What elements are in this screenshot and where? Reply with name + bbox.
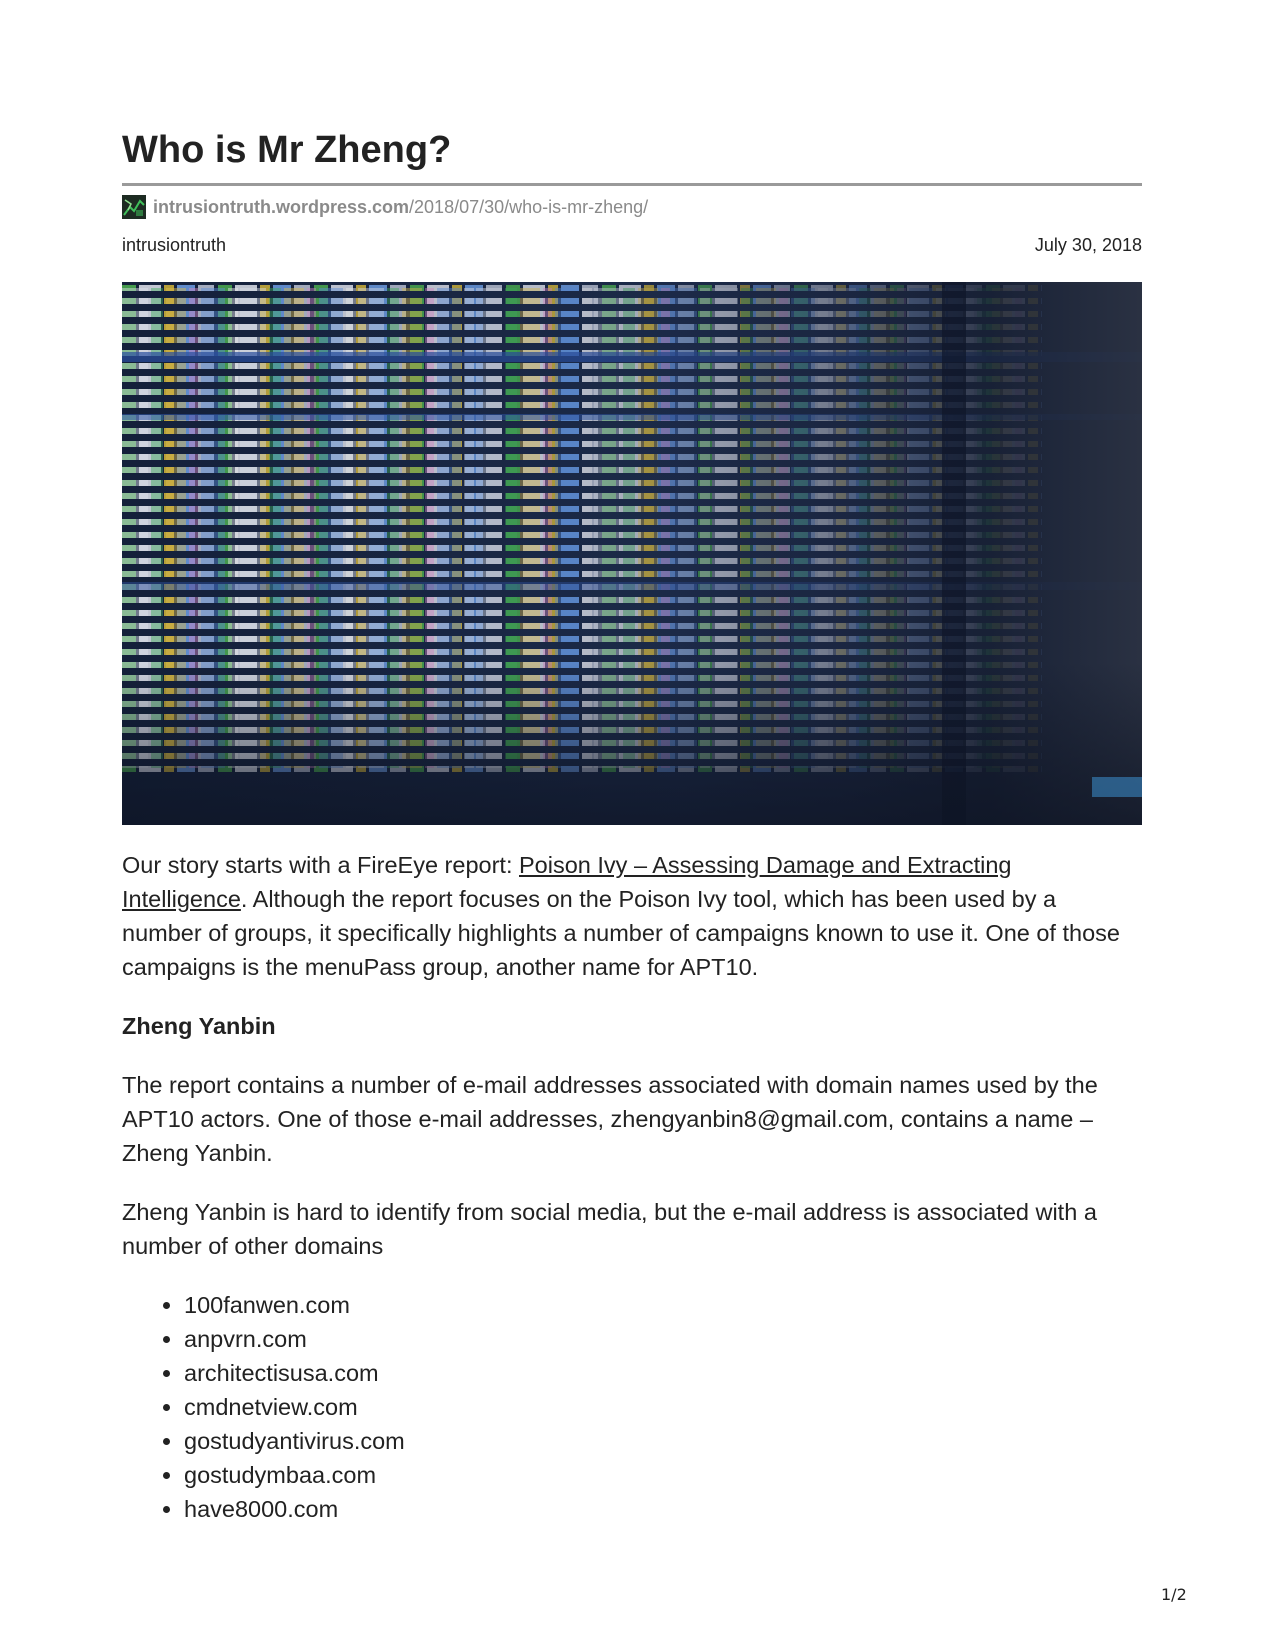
publish-date: July 30, 2018 <box>1034 235 1142 255</box>
article-title: Who is Mr Zheng? <box>122 129 452 171</box>
list-item: • architectisusa.com <box>184 1356 1142 1390</box>
list-item: • 100fanwen.com <box>184 1288 1142 1322</box>
list-item: • gostudyantivirus.com <box>184 1424 1142 1458</box>
source-path: /2018/07/30/who-is-mr-zheng/ <box>409 196 649 217</box>
fireeye-report-link[interactable]: Poison Ivy – Assessing Damage and Extracting Intelligence <box>122 852 1012 912</box>
intro-paragraph <box>122 848 1142 984</box>
list-item: • gostudymbaa.com <box>184 1458 1142 1492</box>
intro-text-continued: . Although the report focuses on the Poison Ivy tool, which has been used by a number of groups, it specifically highlights a number of campaigns known to use it. One of those campaigns is the menuPass group, another name for APT10. <box>122 886 1120 980</box>
title-divider <box>122 183 1142 186</box>
site-favicon-icon <box>122 195 146 219</box>
source-domain: intrusiontruth.wordpress.com <box>153 196 410 217</box>
article-meta <box>122 234 1142 256</box>
body-paragraph: Zheng Yanbin is hard to identify from social media, but the e-mail address is associated with a number of other domains <box>122 1199 1097 1259</box>
list-item: • cmdnetview.com <box>184 1390 1142 1424</box>
domain-list <box>122 1288 1142 1526</box>
page-number: 1/2 <box>1161 1585 1187 1604</box>
list-item: • have8000.com <box>184 1492 1142 1526</box>
section-heading: Zheng Yanbin <box>122 1013 276 1039</box>
article-body <box>122 848 1142 1526</box>
source-url[interactable] <box>122 194 648 220</box>
intro-text: Our story starts with a FireEye report: <box>122 852 519 878</box>
list-item: • anpvrn.com <box>184 1322 1142 1356</box>
hero-image <box>122 282 1142 825</box>
author-name: intrusiontruth <box>122 235 227 255</box>
body-paragraph: The report contains a number of e-mail addresses associated with domain names used by the APT10 actors. One of those e-mail addresses, zhengyanbin8@gmail.com, contains a name – Zheng Yanbin. <box>122 1072 1098 1166</box>
